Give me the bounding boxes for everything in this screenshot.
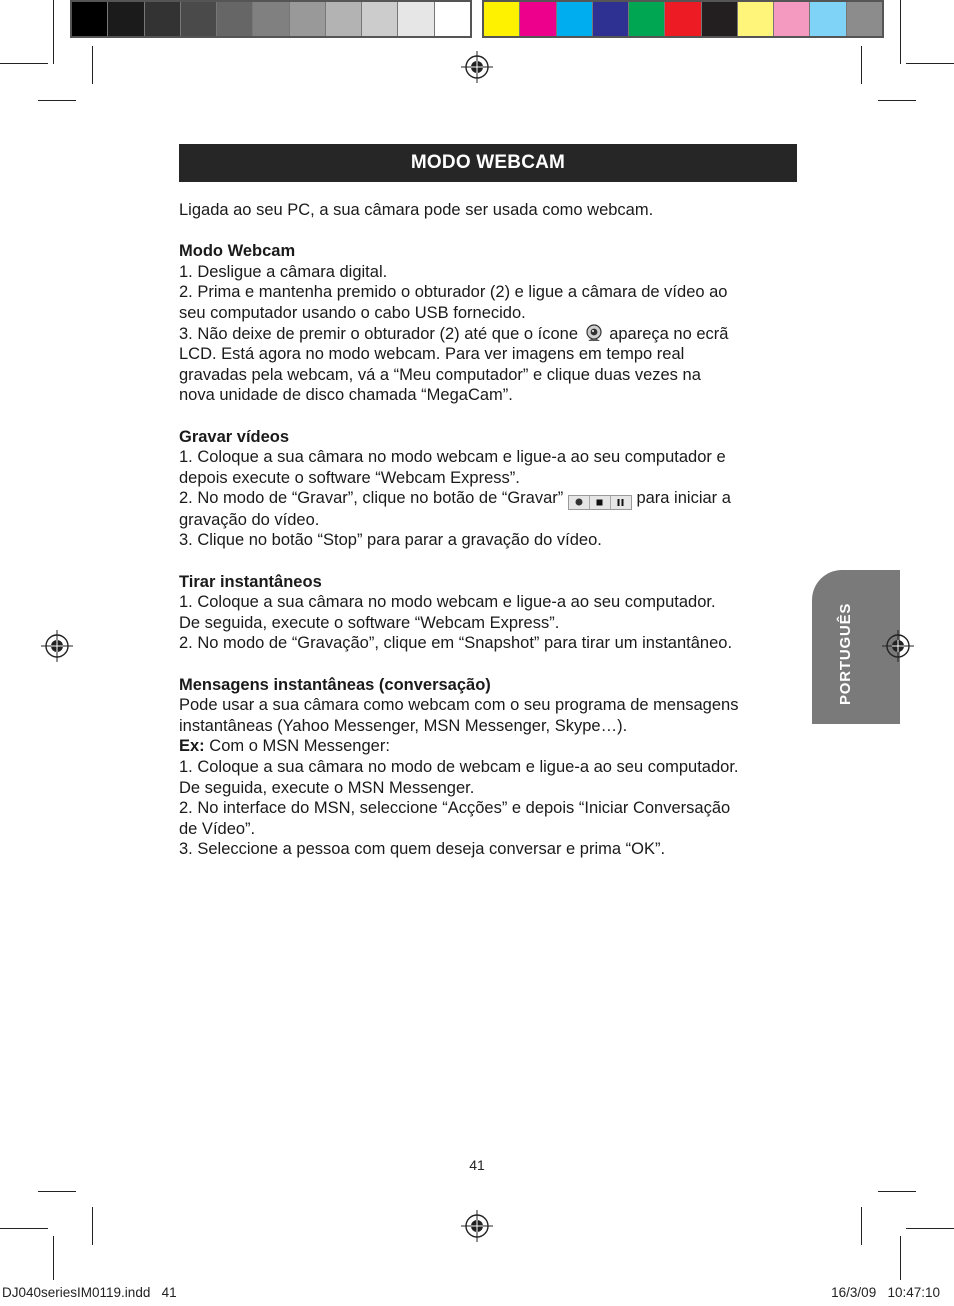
step-text: apareça no ecrã <box>609 324 729 343</box>
section-heading-webcam: Modo Webcam <box>179 242 296 261</box>
example-line <box>179 736 801 757</box>
page-number: 41 <box>469 1157 485 1173</box>
color-swatch <box>557 2 593 36</box>
crop-mark <box>900 0 901 64</box>
color-swatch <box>108 2 144 36</box>
file-slug: DJ040seriesIM0119.indd 41 <box>2 1285 177 1300</box>
registration-target-icon <box>41 630 73 662</box>
registration-target-icon <box>461 51 493 83</box>
body-text: instantâneas (Yahoo Messenger, MSN Messenger, Skype…). <box>179 716 628 735</box>
date-slug: 16/3/09 10:47:10 <box>831 1285 940 1300</box>
list-item: nova unidade de disco chamada “MegaCam”. <box>179 386 513 405</box>
crop-mark <box>906 63 954 64</box>
list-item: 2. Prima e mantenha premido o obturador (2) e ligue a câmara de vídeo ao <box>179 283 728 302</box>
color-swatch <box>774 2 810 36</box>
color-swatch <box>520 2 556 36</box>
grayscale-bar <box>70 0 472 38</box>
step-text: 2. No modo de “Gravar”, clique no botão de “Gravar” <box>179 489 564 508</box>
list-item: depois execute o software “Webcam Express”. <box>179 468 520 487</box>
crop-mark <box>53 1236 54 1280</box>
list-item: 3. Seleccione a pessoa com quem deseja conversar e prima “OK”. <box>179 840 666 859</box>
crop-mark <box>900 1236 901 1280</box>
crop-mark <box>861 1207 862 1245</box>
color-swatch <box>435 2 470 36</box>
intro-text: Ligada ao seu PC, a sua câmara pode ser usada como webcam. <box>179 201 654 219</box>
list-item: 1. Coloque a sua câmara no modo webcam e ligue-a ao seu computador e <box>179 448 726 467</box>
list-item: seu computador usando o cabo USB fornecido. <box>179 303 526 322</box>
color-swatch <box>181 2 217 36</box>
color-swatch <box>72 2 108 36</box>
registration-target-icon <box>461 1210 493 1242</box>
list-item: LCD. Está agora no modo webcam. Para ver imagens em tempo real <box>179 345 685 364</box>
color-swatch <box>847 2 882 36</box>
color-swatch <box>217 2 253 36</box>
example-label: Ex: <box>179 737 205 756</box>
color-swatch <box>665 2 701 36</box>
color-swatch <box>326 2 362 36</box>
section-heading-record: Gravar vídeos <box>179 427 290 446</box>
color-swatch <box>253 2 289 36</box>
crop-mark <box>878 1191 916 1192</box>
registration-target-icon <box>882 630 914 662</box>
list-item: gravadas pela webcam, vá a “Meu computador” e clique duas vezes na <box>179 365 701 384</box>
list-item: 3. Clique no botão “Stop” para parar a gravação do vídeo. <box>179 531 602 550</box>
list-item: 1. Coloque a sua câmara no modo de webcam e ligue-a ao seu computador. <box>179 757 739 776</box>
color-swatch <box>629 2 665 36</box>
color-bar <box>482 0 884 38</box>
crop-mark <box>878 100 916 101</box>
pause-icon <box>611 496 631 509</box>
list-item: 2. No interface do MSN, seleccione “Acções” e depois “Iniciar Conversação <box>179 799 731 818</box>
list-item <box>179 324 801 345</box>
crop-mark <box>0 63 48 64</box>
page-title: MODO WEBCAM <box>179 144 797 182</box>
body-text: Pode usar a sua câmara como webcam com o seu programa de mensagens <box>179 696 739 715</box>
step-text: para iniciar a <box>636 489 731 508</box>
color-swatch <box>398 2 434 36</box>
crop-mark <box>906 1228 954 1229</box>
stop-icon <box>590 496 611 509</box>
color-swatch <box>810 2 846 36</box>
list-item <box>179 488 801 510</box>
crop-mark <box>0 1228 48 1229</box>
webcam-icon <box>583 324 605 342</box>
color-swatch <box>362 2 398 36</box>
color-swatch <box>290 2 326 36</box>
list-item: 2. No modo de “Gravação”, clique em “Snapshot” para tirar um instantâneo. <box>179 634 733 653</box>
list-item: De seguida, execute o software “Webcam Express”. <box>179 613 560 632</box>
record-controls <box>568 495 632 510</box>
list-item: gravação do vídeo. <box>179 510 320 529</box>
crop-mark <box>861 46 862 84</box>
list-item: 1. Coloque a sua câmara no modo webcam e ligue-a ao seu computador. <box>179 593 716 612</box>
section-heading-snapshot: Tirar instantâneos <box>179 572 322 591</box>
crop-mark <box>53 0 54 64</box>
list-item: de Vídeo”. <box>179 819 256 838</box>
color-swatch <box>145 2 181 36</box>
crop-mark <box>38 1191 76 1192</box>
language-tab-label: PORTUGUÊS <box>837 602 854 705</box>
list-item: De seguida, execute o MSN Messenger. <box>179 778 475 797</box>
color-swatch <box>702 2 738 36</box>
crop-mark <box>38 100 76 101</box>
crop-mark <box>92 1207 93 1245</box>
example-text: Com o MSN Messenger: <box>204 737 390 756</box>
list-item: 1. Desligue a câmara digital. <box>179 262 388 281</box>
step-text: 3. Não deixe de premir o obturador (2) até que o ícone <box>179 324 578 343</box>
color-swatch <box>738 2 774 36</box>
crop-mark <box>92 46 93 84</box>
record-icon <box>569 496 590 509</box>
color-swatch <box>593 2 629 36</box>
color-swatch <box>484 2 520 36</box>
main-content <box>179 200 801 860</box>
section-heading-messaging: Mensagens instantâneas (conversação) <box>179 675 491 694</box>
